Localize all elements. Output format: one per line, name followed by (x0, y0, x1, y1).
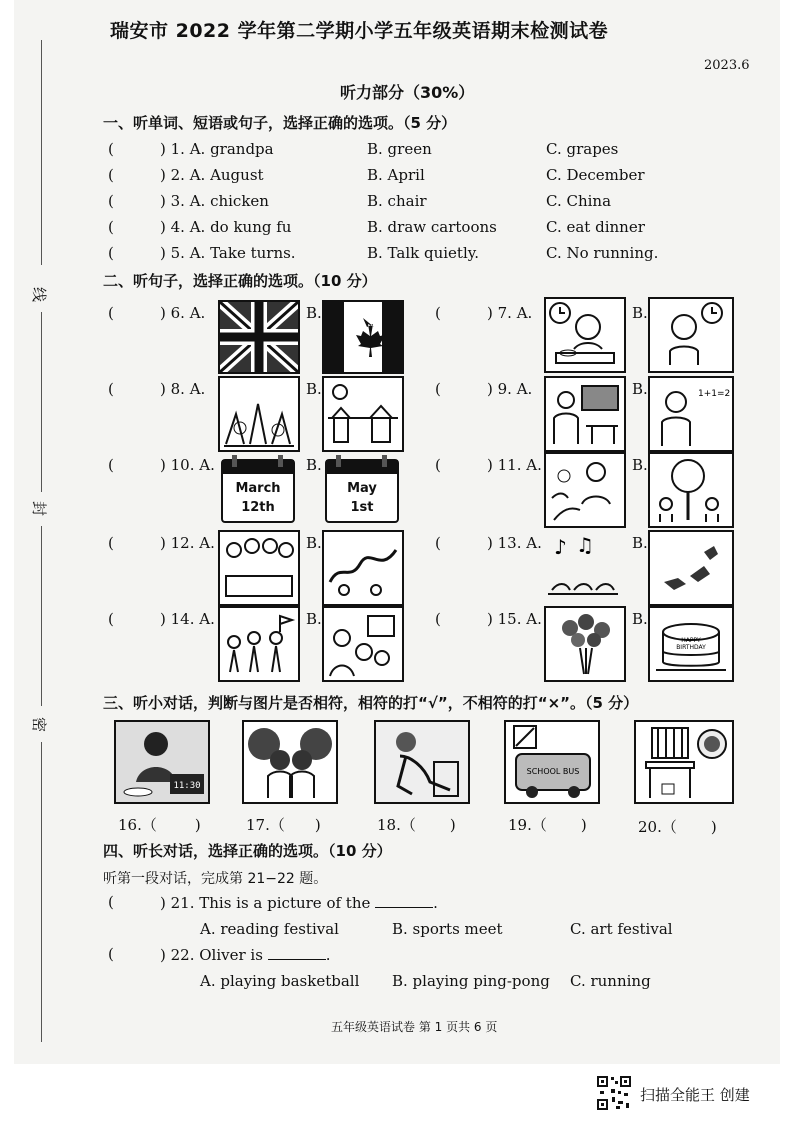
q21-option-a: A. reading festival (200, 920, 339, 938)
binding-label-bottom: 密 (30, 716, 49, 733)
binding-rule (41, 40, 42, 265)
q3-option-b: B. chair (367, 192, 427, 210)
q7-label-b: B. (632, 304, 648, 322)
answer-paren: ( (108, 456, 114, 474)
q16-picture-boy-lunch-icon (114, 720, 210, 804)
answer-paren: ( (435, 456, 441, 474)
svg-text:♫: ♫ (576, 533, 594, 557)
answer-paren: ( (108, 534, 114, 552)
q13-label-b: B. (632, 534, 648, 552)
q20-label: 20.（ (638, 818, 677, 836)
q1-option-b: B. green (367, 140, 432, 158)
close-paren: ) (449, 816, 456, 834)
exam-date: 2023.6 (704, 58, 750, 73)
section4-heading: 四、听长对话，选择正确的选项。（10 分） (103, 842, 392, 860)
q13-label: ) 13. A. (487, 534, 542, 552)
q11-label: ) 11. A. (487, 456, 542, 474)
q9-label-b: B. (632, 380, 648, 398)
close-paren: ) (194, 816, 201, 834)
q21-text: ) 21. This is a picture of the (160, 894, 371, 912)
q3-option-a: ) 3. A. chicken (160, 192, 269, 210)
q15-picture-b-birthday-cake-icon (648, 606, 734, 682)
q14-label-b: B. (306, 610, 322, 628)
calendar-b-day: 1st (350, 500, 374, 515)
q15-picture-a-flowers-icon (544, 606, 626, 682)
q5-option-c: C. No running. (546, 244, 659, 262)
q9-picture-a-teacher-board-icon (544, 376, 626, 452)
binding-label-mid: 封 (30, 500, 49, 517)
q14-picture-a-children-flags-icon (218, 606, 300, 682)
q13-picture-a-singing-birds-icon (544, 530, 622, 602)
binding-label-top: 线 (30, 286, 49, 303)
q11-picture-a-gardening-icon (544, 452, 626, 528)
q11-picture-b-tree-picking-icon (648, 452, 734, 528)
answer-paren: ( (108, 166, 114, 184)
q14-picture-b-children-poster-icon (322, 606, 404, 682)
q12-label-b: B. (306, 534, 322, 552)
q18-picture-tired-girl-icon (374, 720, 470, 804)
q21-option-c: C. art festival (570, 920, 673, 938)
answer-paren: ( (108, 304, 114, 322)
q10-picture-a-calendar-icon (220, 454, 296, 524)
q9-label: ) 9. A. (487, 380, 533, 398)
calendar-a-day: 12th (241, 500, 275, 515)
answer-paren: ( (108, 192, 114, 210)
q1-option-a: ) 1. A. grandpa (160, 140, 274, 158)
q18-label: 18.（ (377, 816, 416, 834)
q20-picture-chair-icon (634, 720, 734, 804)
q7-picture-a-girl-eating-icon (544, 297, 626, 373)
q10-label: ) 10. A. (160, 456, 215, 474)
q4-option-a: ) 4. A. do kung fu (160, 218, 292, 236)
q8-picture-a-harvest-icon (218, 376, 300, 452)
answer-paren: ( (108, 945, 114, 963)
q22-option-a: A. playing basketball (200, 972, 360, 990)
chalkboard-text: 1+1=2 (698, 389, 731, 399)
close-paren: ) (580, 816, 587, 834)
answer-paren: ( (108, 140, 114, 158)
q19-answer (508, 814, 587, 835)
q10-picture-b-calendar-icon (324, 454, 400, 524)
section-subtitle: 听力部分（30%） (340, 83, 475, 102)
q2-option-a: ) 2. A. August (160, 166, 264, 184)
calendar-a-month: March (235, 481, 281, 496)
answer-paren: ( (435, 534, 441, 552)
q12-picture-a-family-dinner-icon (218, 530, 300, 606)
q8-picture-b-village-icon (322, 376, 404, 452)
binding-rule (41, 312, 42, 492)
clock-readout: 11:30 (173, 781, 201, 791)
answer-paren: ( (435, 304, 441, 322)
q4-option-b: B. draw cartoons (367, 218, 497, 236)
calendar-b-month: May (347, 481, 377, 496)
cake-text-2: BIRTHDAY (676, 644, 706, 651)
q2-option-b: B. April (367, 166, 425, 184)
q7-picture-b-girl-clock-icon (648, 297, 734, 373)
answer-paren: ( (108, 218, 114, 236)
answer-paren: ( (108, 380, 114, 398)
q5-option-a: ) 5. A. Take turns. (160, 244, 296, 262)
binding-rule (41, 742, 42, 1042)
section3-heading: 三、听小对话，判断与图片是否相符，相符的打“√”，不相符的打“×”。（5 分） (103, 694, 639, 712)
q20-answer (638, 816, 717, 837)
qr-code-icon (596, 1075, 632, 1111)
answer-paren: ( (108, 610, 114, 628)
scanner-watermark: 扫描全能王 创建 (640, 1086, 750, 1104)
q1-option-c: C. grapes (546, 140, 619, 158)
q22-option-b: B. playing ping-pong (392, 972, 550, 990)
cake-text-1: HAPPY (681, 637, 701, 644)
answer-blank (375, 893, 433, 908)
binding-rule (41, 526, 42, 706)
q22-stem: ) 22. Oliver is . (160, 946, 331, 964)
page-footer: 五年级英语试卷 第 1 页共 6 页 (331, 1020, 498, 1034)
q14-label: ) 14. A. (160, 610, 215, 628)
close-paren: ) (314, 816, 321, 834)
q11-label-b: B. (632, 456, 648, 474)
close-paren: ) (710, 818, 717, 836)
q19-picture-school-bus-icon (504, 720, 600, 804)
q7-label: ) 7. A. (487, 304, 533, 322)
q16-answer (118, 814, 201, 835)
q22-text: ) 22. Oliver is (160, 946, 263, 964)
q12-picture-b-dragon-dance-icon (322, 530, 404, 606)
q6-label-b: B. (306, 304, 322, 322)
q15-label-b: B. (632, 610, 648, 628)
answer-blank (268, 945, 326, 960)
answer-paren: ( (435, 380, 441, 398)
q4-option-c: C. eat dinner (546, 218, 645, 236)
q18-answer (377, 814, 456, 835)
q9-picture-b-teacher-math-icon (648, 376, 734, 452)
answer-paren: ( (108, 893, 114, 911)
q21-stem: ) 21. This is a picture of the . (160, 894, 438, 912)
q17-label: 17.（ (246, 816, 285, 834)
q8-label-b: B. (306, 380, 322, 398)
q17-picture-boys-tree-icon (242, 720, 338, 804)
q6-picture-b-canada-flag-icon (322, 300, 404, 374)
q15-label: ) 15. A. (487, 610, 542, 628)
answer-paren: ( (435, 610, 441, 628)
q6-label: ) 6. A. (160, 304, 206, 322)
section2-heading: 二、听句子，选择正确的选项。（10 分） (103, 272, 377, 290)
q19-label: 19.（ (508, 816, 547, 834)
q16-label: 16.（ (118, 816, 157, 834)
q3-option-c: C. China (546, 192, 612, 210)
q21-option-b: B. sports meet (392, 920, 503, 938)
q22-option-c: C. running (570, 972, 651, 990)
q5-option-b: B. Talk quietly. (367, 244, 480, 262)
q6-picture-a-uk-flag-icon (218, 300, 300, 374)
binding-margin (30, 0, 54, 1064)
q12-label: ) 12. A. (160, 534, 215, 552)
q13-picture-b-flying-birds-icon (648, 530, 734, 606)
svg-text:♪: ♪ (554, 535, 567, 559)
bus-text: SCHOOL BUS (526, 767, 580, 776)
page-title: 瑞安市 2022 学年第二学期小学五年级英语期末检测试卷 (110, 20, 609, 42)
q8-label: ) 8. A. (160, 380, 206, 398)
q2-option-c: C. December (546, 166, 645, 184)
section1-heading: 一、听单词、短语或句子，选择正确的选项。（5 分） (103, 114, 457, 132)
answer-paren: ( (108, 244, 114, 262)
q17-answer (246, 814, 321, 835)
q10-label-b: B. (306, 456, 322, 474)
section4-instruction: 听第一段对话，完成第 21−22 题。 (103, 871, 328, 887)
